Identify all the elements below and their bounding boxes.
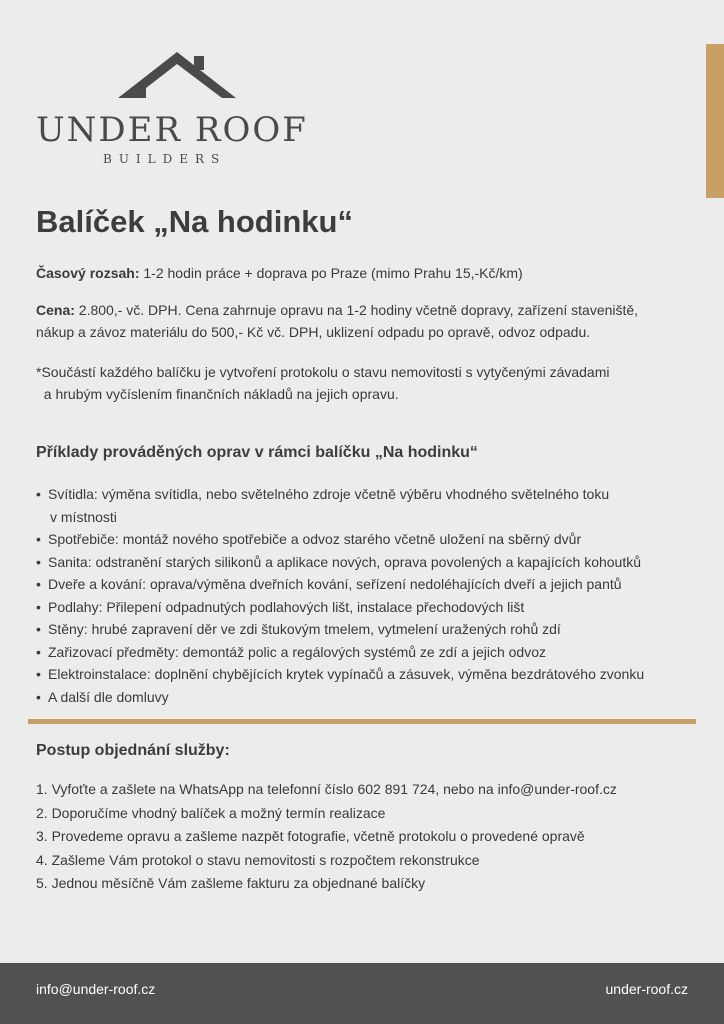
bullet-mark: •: [36, 688, 41, 705]
step-item: 4. Zašleme Vám protokol o stavu nemovitosti s rozpočtem rekonstrukce: [36, 851, 480, 868]
bullet-mark: •: [36, 598, 41, 615]
bullet-mark: •: [36, 643, 41, 660]
bullet-mark: •: [36, 531, 41, 547]
brand-logo: [36, 48, 316, 170]
note-line-1: *Součástí každého balíčku je vytvoření protokolu o stavu nemovitosti s vytyčenými závadami: [36, 364, 610, 380]
price-label: Cena:: [36, 302, 75, 318]
list-item: • Zařizovací předměty: demontáž polic a regálových systémů ze zdí a jejich odvoz: [36, 641, 644, 664]
roof-icon: [118, 48, 236, 100]
list-item: • Spotřebiče: montáž nového spotřebiče a odvoz starého včetně uložení na sběrný dvůr: [36, 528, 644, 551]
step-item: 2. Doporučíme vhodný balíček a možný termín realizace: [36, 804, 386, 821]
bullet-mark: •: [36, 666, 41, 682]
step-item: 3. Provedeme opravu a zašleme nazpět fotografie, včetně protokolu o provedené opravě: [36, 828, 585, 844]
footer-website[interactable]: under-roof.cz: [605, 981, 688, 997]
time-text: 1-2 hodin práce + doprava po Praze (mimo Prahu 15,-Kč/km): [139, 265, 523, 281]
brand-name: UNDER ROOF: [36, 110, 308, 150]
bullet-mark: •: [36, 486, 41, 502]
step-item: 1. Vyfoťte a zašlete na WhatsApp na telefonní číslo 602 891 724, nebo na info@under-roof.cz: [36, 781, 617, 797]
bullet-mark: •: [36, 621, 41, 637]
price-line-2: nákup a závoz materiálu do 500,- Kč vč. DPH, uklizení odpadu po opravě, odvoz odpadu.: [36, 324, 591, 340]
footer: [0, 963, 724, 1024]
time-range: [36, 262, 523, 284]
page-title: Balíček „Na hodinku“: [36, 204, 353, 239]
accent-bar: [706, 44, 724, 198]
order-heading: Postup objednání služby:: [36, 742, 230, 759]
list-item: • Stěny: hrubé zapravení děr ve zdi štukovým tmelem, vytmelení uražených rohů zdí: [36, 618, 644, 641]
list-item-continuation: v místnosti: [50, 508, 117, 525]
step-item: 5. Jednou měsíčně Vám zašleme fakturu za objednané balíčky: [36, 875, 426, 891]
section-divider: [28, 719, 696, 724]
order-steps: [36, 778, 617, 896]
bullet-mark: •: [36, 576, 41, 592]
list-item: • Svítidla: výměna svítidla, nebo světelného zdroje včetně výběru vhodného světelného toku v místnosti: [36, 483, 644, 528]
list-item: • Podlahy: Přilepení odpadnutých podlahových lišt, instalace přechodových lišt: [36, 596, 644, 619]
examples-heading: Příklady prováděných oprav v rámci balíčku „Na hodinku“: [36, 444, 478, 461]
footer-email[interactable]: info@under-roof.cz: [36, 981, 156, 997]
bullet-mark: •: [36, 553, 41, 570]
list-item: • Dveře a kování: oprava/výměna dveřních kování, seřízení nedoléhajících dveří a jejich pantů: [36, 573, 644, 596]
list-item: • Elektroinstalace: doplnění chybějících krytek vypínačů a zásuvek, výměna bezdrátového zvonku: [36, 663, 644, 686]
note-line-2: a hrubým vyčíslením finančních nákladů na jejich opravu.: [36, 386, 399, 402]
brand-subtitle: BUILDERS: [103, 152, 227, 166]
examples-list: [36, 483, 644, 708]
list-item: • A další dle domluvy: [36, 686, 644, 709]
price-line-1: [36, 299, 638, 321]
price-text-1: 2.800,- vč. DPH. Cena zahrnuje opravu na 1-2 hodiny včetně dopravy, zařízení staveniště,: [74, 302, 639, 318]
list-item: • Sanita: odstranění starých silikonů a aplikace nových, oprava povolených a kapajících kohoutků: [36, 551, 644, 574]
time-label: Časový rozsah:: [36, 265, 140, 281]
